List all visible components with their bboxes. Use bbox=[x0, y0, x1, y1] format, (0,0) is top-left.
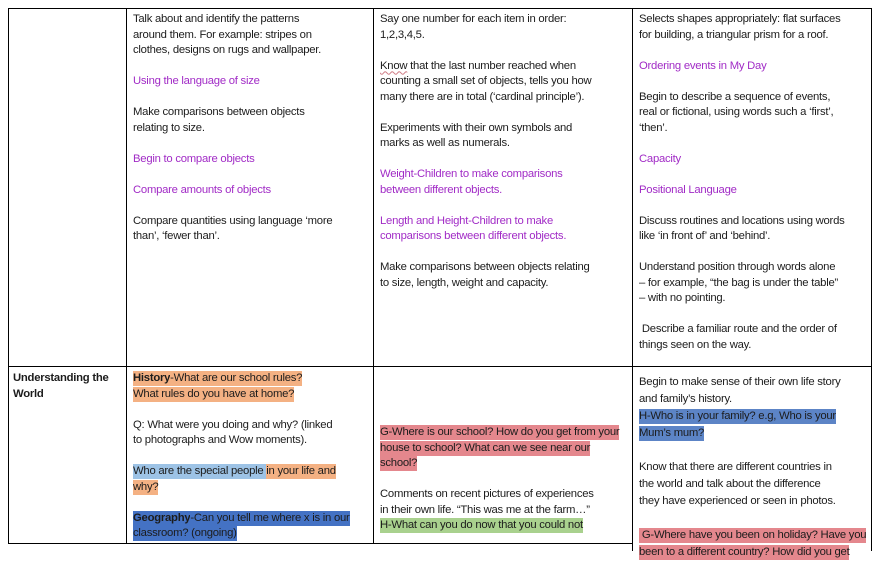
paragraph-spacer bbox=[380, 245, 628, 261]
paragraph-spacer bbox=[133, 59, 369, 75]
text-run: Length and Height-Children to make bbox=[380, 214, 553, 227]
text-run: clothes, designs on rugs and wallpaper. bbox=[133, 44, 322, 56]
text-run: classroom? (ongoing) bbox=[133, 527, 237, 539]
text-run: counting a small set of objects, tells you how bbox=[380, 75, 592, 87]
text-run: Make comparisons between objects relating bbox=[380, 261, 590, 273]
table-border-top bbox=[8, 8, 872, 9]
table-cell-row2-family-countries bbox=[639, 371, 869, 561]
text-run: Using the language of size bbox=[133, 75, 260, 87]
table-border-right bbox=[871, 8, 872, 551]
text-run: comparisons between different objects. bbox=[380, 230, 567, 242]
paragraph bbox=[133, 511, 369, 542]
paragraph-spacer bbox=[639, 442, 869, 459]
text-run: G-Where is our school? How do you get from your bbox=[380, 426, 620, 438]
paragraph bbox=[639, 408, 869, 442]
paragraph-spacer bbox=[133, 90, 369, 106]
text-run: marks as well as numerals. bbox=[380, 137, 510, 149]
paragraph-spacer bbox=[380, 472, 628, 488]
table-cell-row2-history-geography bbox=[133, 371, 369, 542]
text-run: Know bbox=[380, 59, 408, 72]
paragraph bbox=[380, 518, 628, 534]
paragraph bbox=[380, 425, 628, 472]
paragraph-purple-heading bbox=[639, 152, 868, 168]
text-run: Ordering events in My Day bbox=[639, 59, 767, 72]
paragraph-purple-heading bbox=[639, 59, 868, 75]
paragraph bbox=[380, 12, 628, 43]
paragraph-spacer bbox=[133, 495, 369, 511]
table-border-left bbox=[8, 8, 9, 543]
paragraph bbox=[639, 260, 868, 307]
text-run: H-What can you do now that you could not bbox=[380, 519, 583, 531]
paragraph-spacer bbox=[639, 198, 868, 214]
paragraph-spacer bbox=[133, 402, 369, 418]
text-run: around them. For example: stripes on bbox=[133, 28, 312, 41]
text-run: Who are the special people bbox=[133, 465, 267, 477]
text-run: Make comparisons between objects bbox=[133, 106, 305, 118]
paragraph bbox=[380, 260, 628, 291]
text-run: Compare quantities using language ‘more bbox=[133, 214, 333, 227]
text-run: World bbox=[13, 387, 44, 400]
paragraph bbox=[639, 90, 868, 137]
table-cell-row1-patterns-size bbox=[133, 12, 369, 245]
paragraph bbox=[133, 12, 369, 59]
paragraph-spacer bbox=[639, 43, 868, 59]
text-run: 1,2,3,4,5. bbox=[380, 28, 425, 41]
paragraph-spacer bbox=[639, 74, 868, 90]
text-run: Begin to make sense of their own life story bbox=[639, 376, 841, 388]
text-run: and family’s history. bbox=[639, 393, 732, 405]
paragraph bbox=[639, 322, 868, 353]
text-run: relating to size. bbox=[133, 121, 205, 134]
paragraph-spacer bbox=[380, 198, 628, 214]
table-col-divider-3 bbox=[632, 8, 633, 551]
paragraph-spacer bbox=[639, 307, 868, 323]
text-run: for building, a triangular prism for a roof. bbox=[639, 28, 829, 41]
text-run: Mum’s mum? bbox=[639, 427, 705, 439]
text-run: many there are in total (‘cardinal principle’). bbox=[380, 90, 585, 103]
paragraph-spacer bbox=[133, 167, 369, 183]
paragraph bbox=[639, 459, 869, 510]
paragraph bbox=[639, 527, 869, 561]
text-run: school? bbox=[380, 457, 418, 469]
text-run: Discuss routines and locations using words bbox=[639, 214, 845, 227]
text-run: been to a different country? How did you get bbox=[639, 546, 850, 558]
table-cell-row2-school-questions bbox=[380, 368, 628, 534]
table-cell-understanding-the-world bbox=[13, 371, 123, 402]
table-cell-row1-number-measures bbox=[380, 12, 628, 291]
text-run: real or fictional, using words such a ‘first’, bbox=[639, 106, 834, 118]
paragraph bbox=[133, 371, 369, 402]
paragraph bbox=[133, 214, 369, 245]
text-run: Compare amounts of objects bbox=[133, 183, 271, 196]
text-run: Capacity bbox=[639, 152, 681, 165]
text-run: Begin to compare objects bbox=[133, 152, 255, 165]
paragraph bbox=[133, 418, 369, 449]
paragraph bbox=[380, 121, 628, 152]
paragraph-purple-heading bbox=[380, 214, 628, 245]
text-run: the world and talk about the difference bbox=[639, 478, 821, 490]
paragraph-spacer bbox=[639, 245, 868, 261]
text-run: like ‘in front of’ and ‘behind’. bbox=[639, 230, 771, 242]
paragraph-purple-heading bbox=[639, 183, 868, 199]
paragraph bbox=[133, 105, 369, 136]
text-run: Understanding the bbox=[13, 372, 109, 384]
text-run: to size, length, weight and capacity. bbox=[380, 276, 549, 289]
text-run: Say one number for each item in order: bbox=[380, 13, 567, 25]
table-col-divider-2 bbox=[373, 8, 374, 543]
text-run: Experiments with their own symbols and bbox=[380, 121, 573, 134]
text-run: History bbox=[133, 372, 171, 384]
paragraph-spacer bbox=[380, 105, 628, 121]
text-run: H-Who is in your family? e.g, Who is your bbox=[639, 410, 836, 422]
paragraph-spacer bbox=[380, 43, 628, 59]
paragraph-purple-heading bbox=[380, 167, 628, 198]
text-run: – for example, “the bag is under the table” bbox=[639, 276, 838, 289]
text-run: -Can you tell me where x is in our bbox=[190, 511, 350, 524]
text-run: What rules do you have at home? bbox=[133, 387, 295, 400]
text-run: Geography bbox=[133, 511, 191, 524]
paragraph-spacer bbox=[133, 449, 369, 465]
paragraph bbox=[639, 374, 869, 408]
text-run: Know that there are different countries in bbox=[639, 461, 832, 473]
paragraph-spacer bbox=[639, 167, 868, 183]
text-run: in their own life. “This was me at the farm…” bbox=[380, 503, 590, 516]
paragraph-spacer bbox=[380, 152, 628, 168]
text-run: ‘then’. bbox=[639, 121, 668, 134]
text-run: why? bbox=[133, 480, 159, 493]
text-run: they have experienced or seen in photos. bbox=[639, 495, 836, 507]
paragraph bbox=[13, 371, 123, 402]
paragraph bbox=[639, 12, 868, 43]
paragraph bbox=[380, 59, 628, 106]
paragraph bbox=[380, 487, 628, 518]
table-cell-row1-shape-position bbox=[639, 12, 868, 353]
text-run: – with no pointing. bbox=[639, 292, 726, 304]
table-row-divider bbox=[8, 366, 872, 367]
text-run: things seen on the way. bbox=[639, 338, 752, 351]
paragraph bbox=[133, 464, 369, 495]
paragraph-spacer bbox=[133, 136, 369, 152]
text-run: Comments on recent pictures of experiences bbox=[380, 488, 594, 500]
paragraph-spacer bbox=[639, 136, 868, 152]
table-col-divider-1 bbox=[126, 8, 127, 543]
text-run: Q: What were you doing and why? (linked bbox=[133, 418, 333, 431]
text-run: Talk about and identify the patterns bbox=[133, 13, 300, 25]
text-run: Selects shapes appropriately: flat surfaces bbox=[639, 13, 841, 25]
text-run: G-Where have you been on holiday? Have you bbox=[639, 529, 867, 541]
text-run: Understand position through words alone bbox=[639, 261, 836, 273]
text-run: between different objects. bbox=[380, 183, 503, 196]
paragraph bbox=[639, 214, 868, 245]
paragraph-purple-heading bbox=[133, 152, 369, 168]
text-run: Weight-Children to make comparisons bbox=[380, 168, 563, 180]
paragraph-purple-heading bbox=[133, 74, 369, 90]
text-run: -What are our school rules? bbox=[170, 372, 303, 384]
paragraph-spacer bbox=[133, 198, 369, 214]
text-run: Begin to describe a sequence of events, bbox=[639, 90, 831, 103]
text-run: Positional Language bbox=[639, 183, 737, 196]
paragraph-spacer bbox=[639, 510, 869, 527]
text-run: to photographs and Wow moments). bbox=[133, 434, 307, 446]
table-border-bottom bbox=[8, 543, 633, 544]
text-run: house to school? What can we see near our bbox=[380, 441, 591, 454]
text-run: in your life and bbox=[266, 465, 336, 477]
text-run: that the last number reached when bbox=[407, 59, 576, 72]
paragraph-purple-heading bbox=[133, 183, 369, 199]
text-run: Describe a familiar route and the order of bbox=[639, 323, 837, 335]
text-run: than’, ‘fewer than’. bbox=[133, 230, 220, 242]
